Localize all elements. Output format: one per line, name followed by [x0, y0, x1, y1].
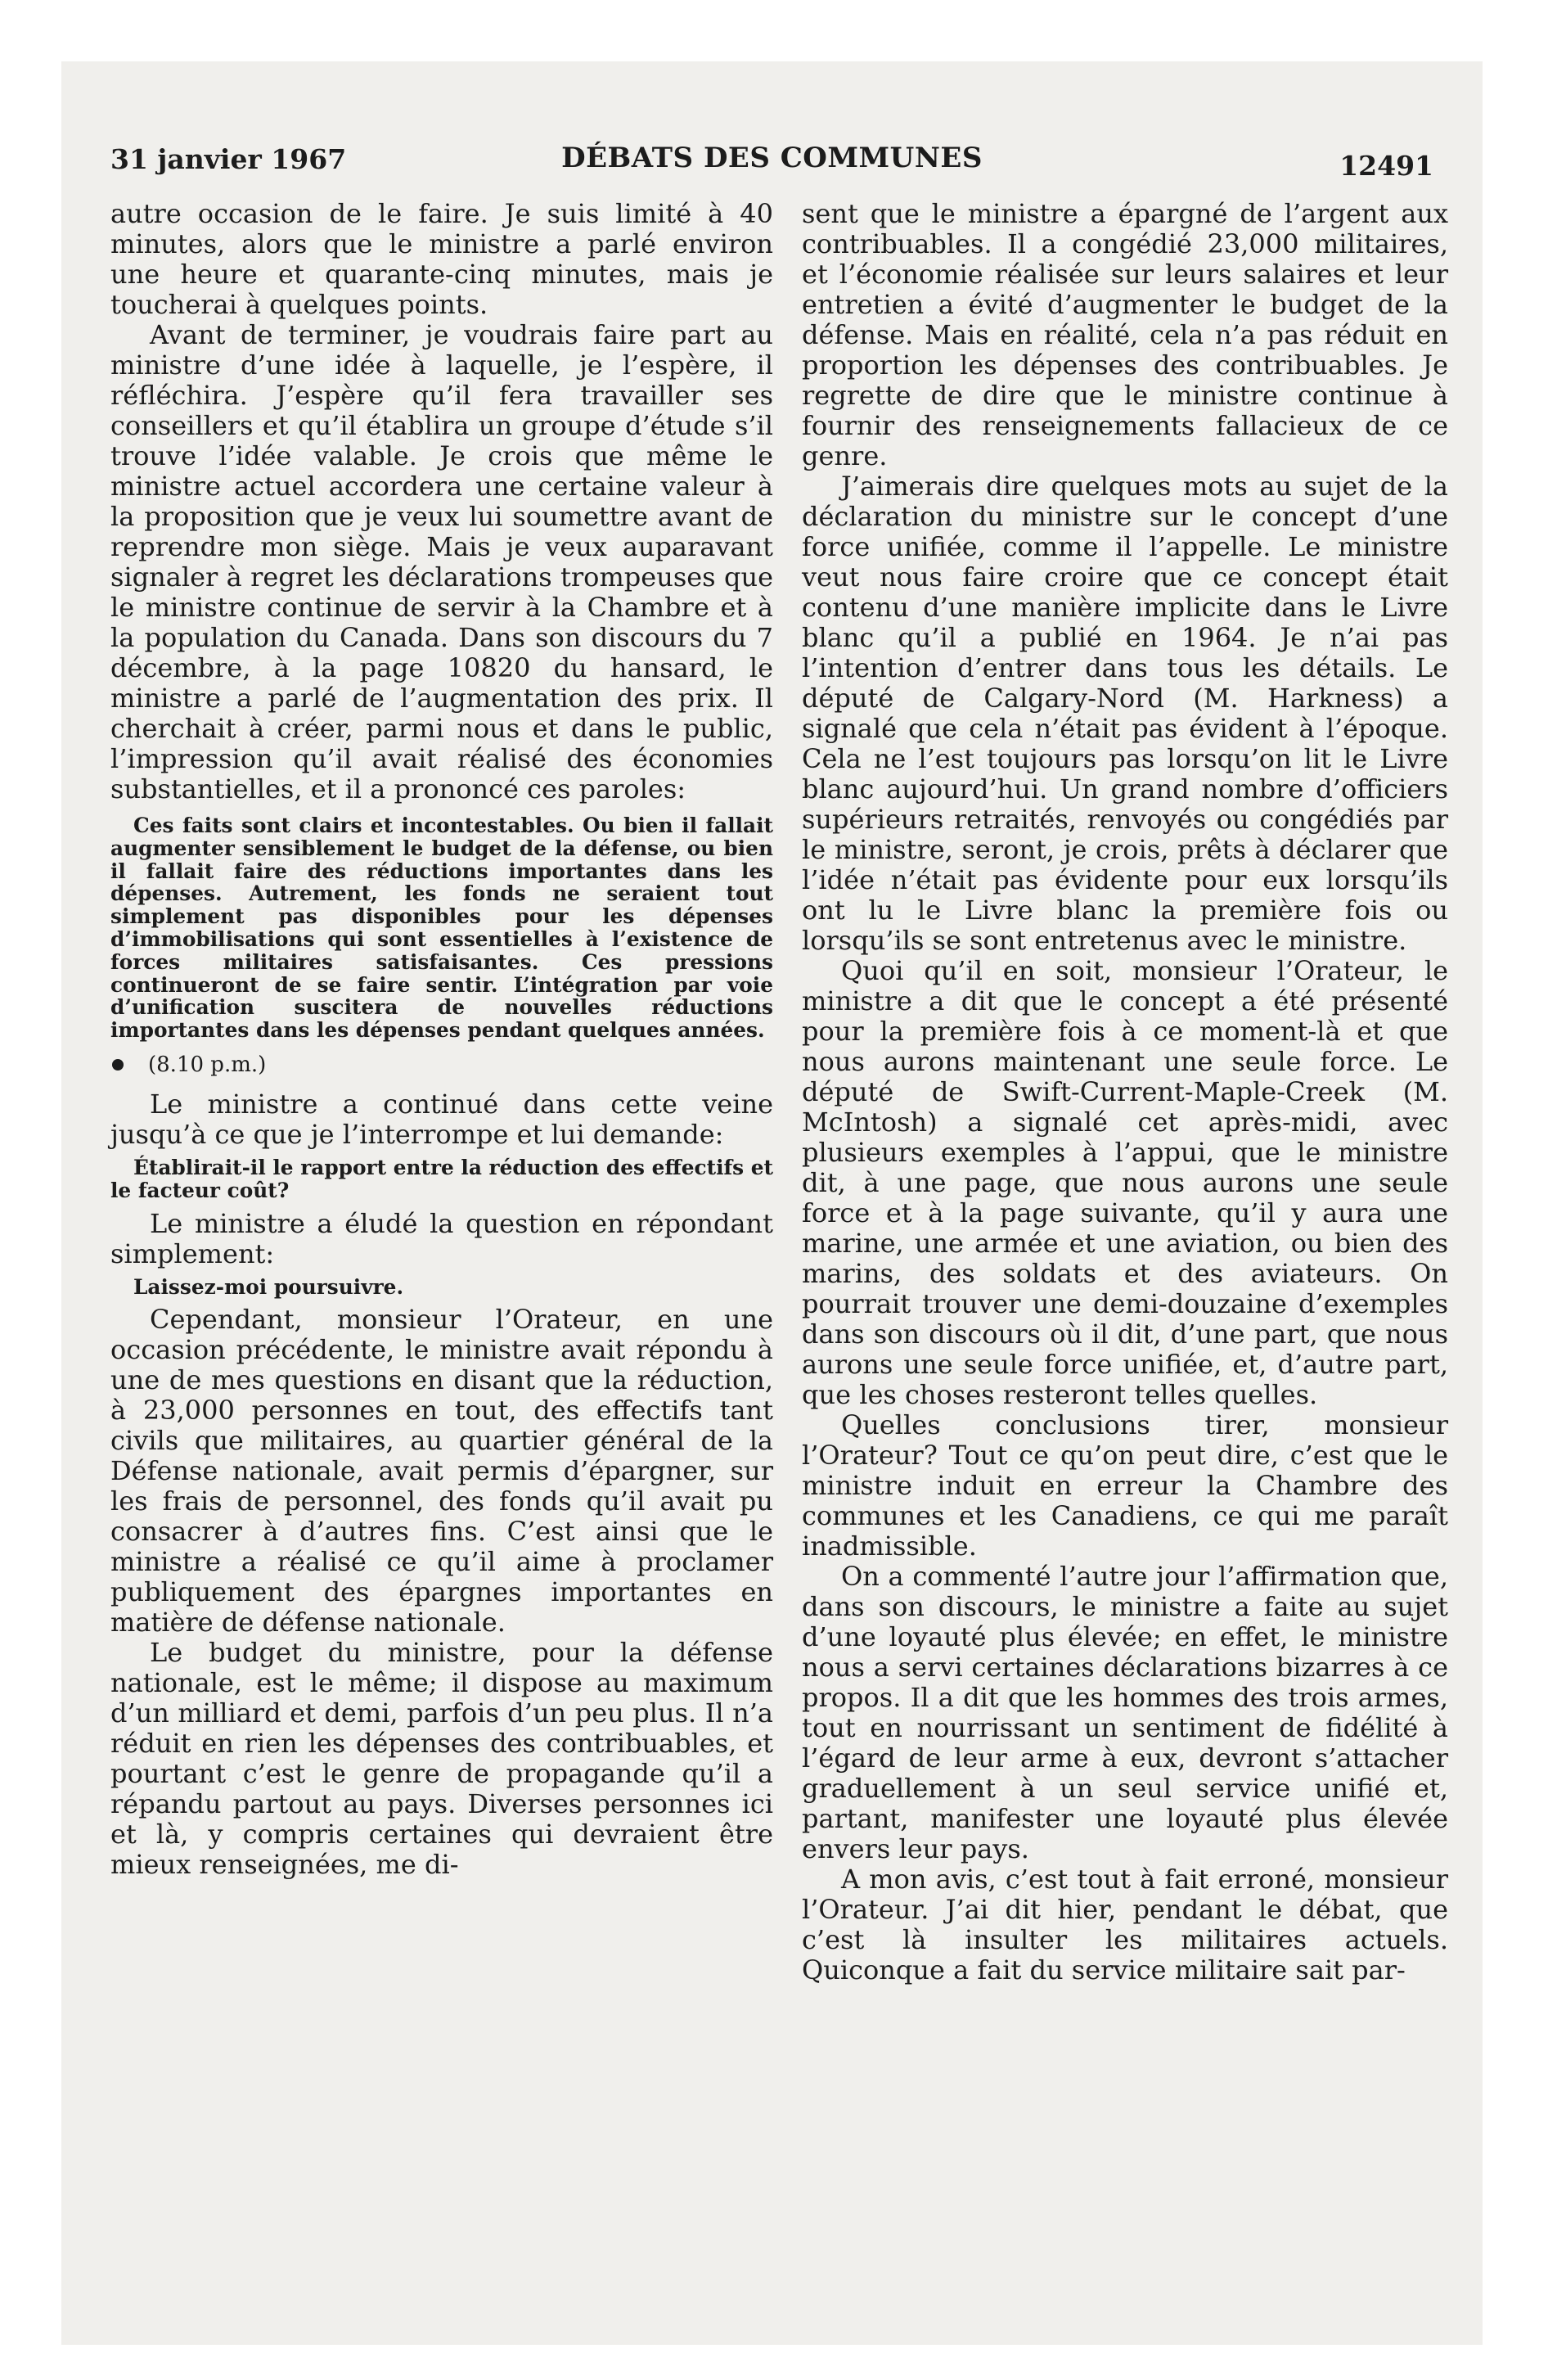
- paragraph: J’aimerais dire quelques mots au sujet de la déclaration du ministre sur le concept d’une force unifiée, comme il l’appelle. Le ministre veut nous faire croire que ce concept était contenu d’une manière implicite dans le Livre blanc qu’il a publié en 1964. Je n’ai pas l’intention d’entrer dans tous les détails. Le député de Calgary-Nord (M. Harkness) a signalé que cela n’était pas évident à l’époque. Cela ne l’est toujours pas lorsqu’on lit le Livre blanc aujourd’hui. Un grand nombre d’officiers supérieurs retraités, renvoyés ou congédiés par le ministre, seront, je crois, prêts à déclarer que l’idée n’était pas évidente pour eux lorsqu’ils ont lu le Livre blanc la première fois ou lorsqu’ils se sont entretenus avec le ministre.: [802, 471, 1448, 956]
- left-column: [110, 199, 773, 1880]
- time-text: (8.10 p.m.): [148, 1052, 267, 1077]
- quotation: Établirait-il le rapport entre la réduction des effectifs et le facteur coût?: [110, 1155, 774, 1202]
- paragraph: Quelles conclusions tirer, monsieur l’Orateur? Tout ce qu’on peut dire, c’est que le ministre induit en erreur la Chambre des communes et les Canadiens, ce qui me paraît inadmissible.: [802, 1409, 1448, 1562]
- time-marker: [110, 1052, 773, 1078]
- paragraph: Le budget du ministre, pour la défense nationale, est le même; il dispose au maximum d’un milliard et demi, parfois d’un peu plus. Il n’a réduit en rien les dépenses des contribuables, et pourtant c’est le genre de propagande qu’il a répandu partout au pays. Diverses personnes ici et là, y compris certaines qui devraient être mieux renseignées, me di-: [110, 1637, 773, 1881]
- page: [61, 61, 1483, 2345]
- quotation: Ces faits sont clairs et incontestables. Ou bien il fallait augmenter sensiblement le budget de la défense, ou bien il fallait faire des réductions importantes dans les dépenses. Autrement, les fonds ne seraient tout simplement pas disponibles pour les dépenses d’immobilisations qui sont essentielles à l’existence de forces militaires satisfaisantes. Ces pressions continueront de se faire sentir. L’intégration par voie d’unification suscitera de nouvelles réductions importantes dans les dépenses pendant quelques années.: [110, 814, 773, 1043]
- paragraph: Cependant, monsieur l’Orateur, en une occasion précédente, le ministre avait répondu à une de mes questions en disant que la réduction, à 23,000 personnes en tout, des effectifs tant civils que militaires, au quartier général de la Défense nationale, avait permis d’épargner, sur les frais de personnel, des fonds qu’il avait pu consacrer à d’autres fins. C’est ainsi que le ministre a réalisé ce qu’il aime à proclamer publiquement des épargnes importantes en matière de défense nationale.: [110, 1304, 773, 1639]
- paragraph: Avant de terminer, je voudrais faire part au ministre d’une idée à laquelle, je l’espère, il réfléchira. J’espère qu’il fera travailler ses conseillers et qu’il établira un groupe d’étude s’il trouve l’idée valable. Je crois que même le ministre actuel accordera une certaine valeur à la proposition que je veux lui soumettre avant de reprendre mon siège. Mais je veux auparavant signaler à regret les déclarations trompeuses que le ministre continue de servir à la Chambre et à la population du Canada. Dans son discours du 7 décembre, à la page 10820 du hansard, le ministre a parlé de l’augmentation des prix. Il cherchait à créer, parmi nous et dans le public, l’impression qu’il avait réalisé des économies substantielles, et il a prononcé ces paroles:: [110, 319, 773, 805]
- bullet-icon: [112, 1059, 124, 1071]
- paragraph: A mon avis, c’est tout à fait erroné, monsieur l’Orateur. J’ai dit hier, pendant le débat, que c’est là insulter les militaires actuels. Quiconque a fait du service militaire sait par-: [802, 1864, 1448, 1986]
- header-page-number: 12491: [1339, 150, 1433, 182]
- page-header: [110, 137, 1433, 186]
- paragraph: On a commenté l’autre jour l’affirmation que, dans son discours, le ministre a faite au sujet d’une loyauté plus élevée; en effet, le ministre nous a servi certaines déclarations bizarres à ce propos. Il a dit que les hommes des trois armes, tout en nourrissant un sentiment de fidélité à l’égard de leur arme à eux, devront s’attacher graduellement à un seul service unifié et, partant, manifester une loyauté plus élevée envers leur pays.: [802, 1561, 1448, 1864]
- right-column: [802, 199, 1448, 1986]
- quotation: Laissez-moi poursuivre.: [133, 1274, 404, 1299]
- paragraph: autre occasion de le faire. Je suis limité à 40 minutes, alors que le ministre a parlé environ une heure et quarante-cinq minutes, mais je toucherai à quelques points.: [110, 198, 773, 320]
- paragraph: Quoi qu’il en soit, monsieur l’Orateur, le ministre a dit que le concept a été présenté pour la première fois à ce moment-là et que nous aurons maintenant une seule force. Le député de Swift-Current-Maple-Creek (M. McIntosh) a signalé cet après-midi, avec plusieurs exemples à l’appui, que le ministre dit, à une page, que nous aurons une seule force et à la page suivante, qu’il y aura une marine, une armée et une aviation, ou bien des marins, des soldats et des aviateurs. On pourrait trouver une demi-douzaine d’exemples dans son discours où il dit, d’une part, que nous aurons une seule force unifiée, et, d’autre part, que les choses resteront telles quelles.: [802, 955, 1448, 1410]
- paragraph: Le ministre a continué dans cette veine jusqu’à ce que je l’interrompe et lui demande:: [110, 1088, 773, 1150]
- header-date: 31 janvier 1967: [110, 143, 347, 175]
- paragraph: Le ministre a éludé la question en répondant simplement:: [110, 1207, 773, 1269]
- header-title: DÉBATS DES COMMUNES: [561, 142, 983, 174]
- paragraph: sent que le ministre a épargné de l’argent aux contribuables. Il a congédié 23,000 militaires, et l’économie réalisée sur leurs salaires et leur entretien a évité d’augmenter le budget de la défense. Mais en réalité, cela n’a pas réduit en proportion les dépenses des contribuables. Je regrette de dire que le ministre continue à fournir des renseignements fallacieux de ce genre.: [802, 198, 1448, 471]
